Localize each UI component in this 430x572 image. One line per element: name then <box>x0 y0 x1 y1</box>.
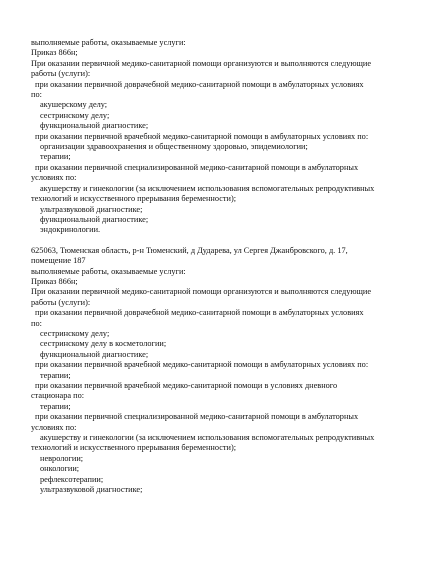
text-line: 625063, Тюменская область, р-н Тюменский, д Дударева, ул Сергея Джанбровского, д. 17, <box>31 245 348 255</box>
text-line: работы (услуги): <box>31 297 91 307</box>
text-line: ультразвуковой диагностике; <box>40 485 143 495</box>
text-line: терапии; <box>40 370 71 380</box>
text-line: сестринскому делу; <box>40 328 110 338</box>
text-line: при оказании первичной врачебной медико-санитарной помощи в условиях дневного <box>35 381 338 390</box>
text-line: терапии; <box>40 401 71 411</box>
text-line: акушерскому делу; <box>40 100 108 110</box>
text-line: организации здравоохранения и общественному здоровью, эпидемиологии; <box>40 142 308 152</box>
text-line: при оказании первичной врачебной медико-санитарной помощи в амбулаторных условиях по: <box>35 360 369 370</box>
text-line: ультразвуковой диагностике; <box>40 204 143 214</box>
text-line: акушерству и гинекологии (за исключением использования вспомогательных репродуктивных <box>40 183 375 193</box>
text-line: при оказании первичной доврачебной медико-санитарной помощи в амбулаторных условиях <box>35 308 364 318</box>
text-line: сестринскому делу; <box>40 110 110 120</box>
text-line: условиях по: <box>31 422 77 432</box>
text-line: технологий и искусственного прерывания беременности); <box>31 194 237 204</box>
text-line: при оказании первичной специализированной медико-санитарной помощи в амбулаторных <box>35 162 359 172</box>
text-line: Приказ 866н; <box>31 276 78 286</box>
text-line: выполняемые работы, оказываемые услуги: <box>31 38 186 47</box>
text-line: по: <box>31 318 42 328</box>
block-separator <box>31 236 411 246</box>
text-line: При оказании первичной медико-санитарной помощи организуются и выполняются следующие <box>31 287 372 297</box>
text-line: рефлексотерапии; <box>40 474 104 484</box>
document-body <box>31 38 411 495</box>
text-line: функциональной диагностике; <box>40 121 149 131</box>
text-line: онкологии; <box>40 464 80 474</box>
text-line: функциональной диагностике; <box>40 214 149 224</box>
text-line: неврологии; <box>40 453 84 463</box>
license-block-2-address <box>31 246 411 496</box>
text-line: сестринскому делу в косметологии; <box>40 339 167 349</box>
text-line: При оказании первичной медико-санитарной помощи организуются и выполняются следующие <box>31 58 372 68</box>
text-line: технологий и искусственного прерывания беременности); <box>31 443 237 453</box>
text-line: помещение 187 <box>31 256 86 266</box>
text-line: по: <box>31 90 42 100</box>
text-line: при оказании первичной доврачебной медико-санитарной помощи в амбулаторных условиях <box>35 79 364 89</box>
text-line: терапии; <box>40 152 71 162</box>
text-line: при оказании первичной врачебной медико-санитарной помощи в амбулаторных условиях по: <box>35 131 369 141</box>
text-line: выполняемые работы, оказываемые услуги: <box>31 266 186 276</box>
text-line: стационара по: <box>31 391 85 401</box>
text-line: эндокринологии. <box>40 225 101 235</box>
text-line: работы (услуги): <box>31 69 91 79</box>
license-block-1 <box>31 38 411 236</box>
text-line: функциональной диагностике; <box>40 349 149 359</box>
text-line: при оказании первичной специализированной медико-санитарной помощи в амбулаторных <box>35 412 359 422</box>
text-line: условиях по: <box>31 173 77 183</box>
text-line: акушерству и гинекологии (за исключением использования вспомогательных репродуктивных <box>40 433 375 443</box>
text-line: Приказ 866н; <box>31 48 78 58</box>
